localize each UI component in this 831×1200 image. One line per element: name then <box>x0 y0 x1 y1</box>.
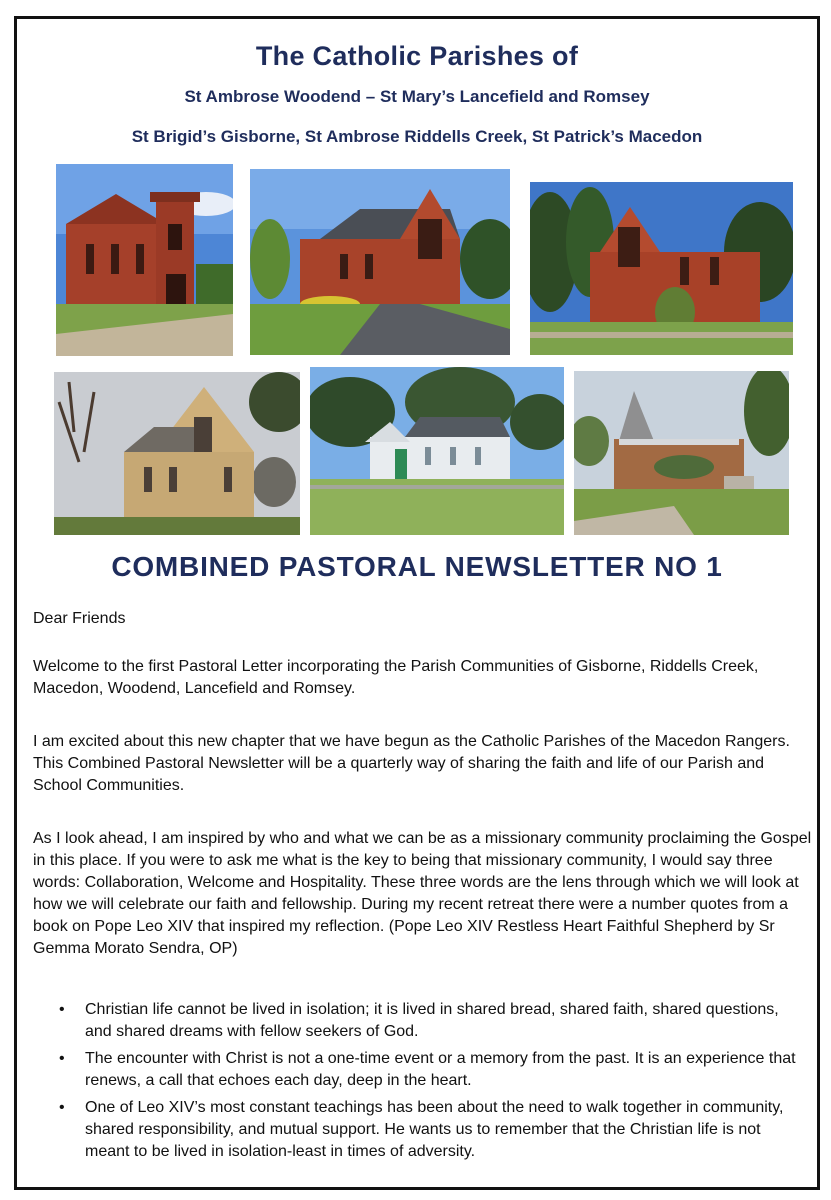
parishes-line-2: St Brigid’s Gisborne, St Ambrose Riddells Creek, St Patrick’s Macedon <box>131 127 703 146</box>
parishes-line-1: St Ambrose Woodend – St Mary’s Lancefield and Romsey <box>184 87 650 106</box>
letter-greeting: Dear Friends <box>33 610 126 627</box>
list-item: • The encounter with Christ is not a one-time event or a memory from the past. It is an experience that renews, a call that echoes each day, deep in the heart. <box>57 1048 797 1092</box>
church-photo-red-brick-trees <box>530 182 793 355</box>
page-title: The Catholic Parishes of <box>255 41 579 71</box>
church-photo-white-weatherboard <box>310 367 564 535</box>
church-photo-cream-brick <box>54 372 300 535</box>
letter-paragraph-look-ahead: As I look ahead, I am inspired by who and what we can be as a missionary community proclaiming the Gospel in this place. If you were to ask me what is the key to being that missionary community, I would say three words: Collaboration, Welcome and Hospitality. These three words are the lens through which we will look at how we will celebrate our faith and fellowship. During my recent retreat there were a number quotes from a book on Pope Leo XIV that inspired my reflection. (Pope Leo XIV Restless Heart Faithful Shepherd by Sr Gemma Morato Sendra, OP) <box>33 830 812 957</box>
list-item: • One of Leo XIV’s most constant teachings has been about the need to walk together in community, shared responsibility, and mutual support. He wants us to remember that the Christian life is not meant to be lived in isolation-least in times of adversity. <box>57 1097 797 1163</box>
church-photo-red-brick-gable <box>250 169 510 355</box>
newsletter-page <box>14 16 820 1190</box>
letter-paragraph-new-chapter: I am excited about this new chapter that we have begun as the Catholic Parishes of the Macedon Rangers. This Combined Pastoral Newsletter will be a quarterly way of sharing the faith and life of our Parish and School Communities. <box>33 733 790 794</box>
list-item: • Christian life cannot be lived in isolation; it is lived in shared bread, shared faith, shared questions, and shared dreams with fellow seekers of God. <box>57 999 797 1043</box>
quotes-list <box>57 999 797 1168</box>
church-photo-red-brick-tower <box>56 164 233 356</box>
church-photo-modern-brick <box>574 371 789 535</box>
newsletter-title: COMBINED PASTORAL NEWSLETTER NO 1 <box>111 551 723 582</box>
letter-paragraph-welcome: Welcome to the first Pastoral Letter incorporating the Parish Communities of Gisborne, Riddells Creek, Macedon, Woodend, Lancefield and Romsey. <box>33 658 759 697</box>
